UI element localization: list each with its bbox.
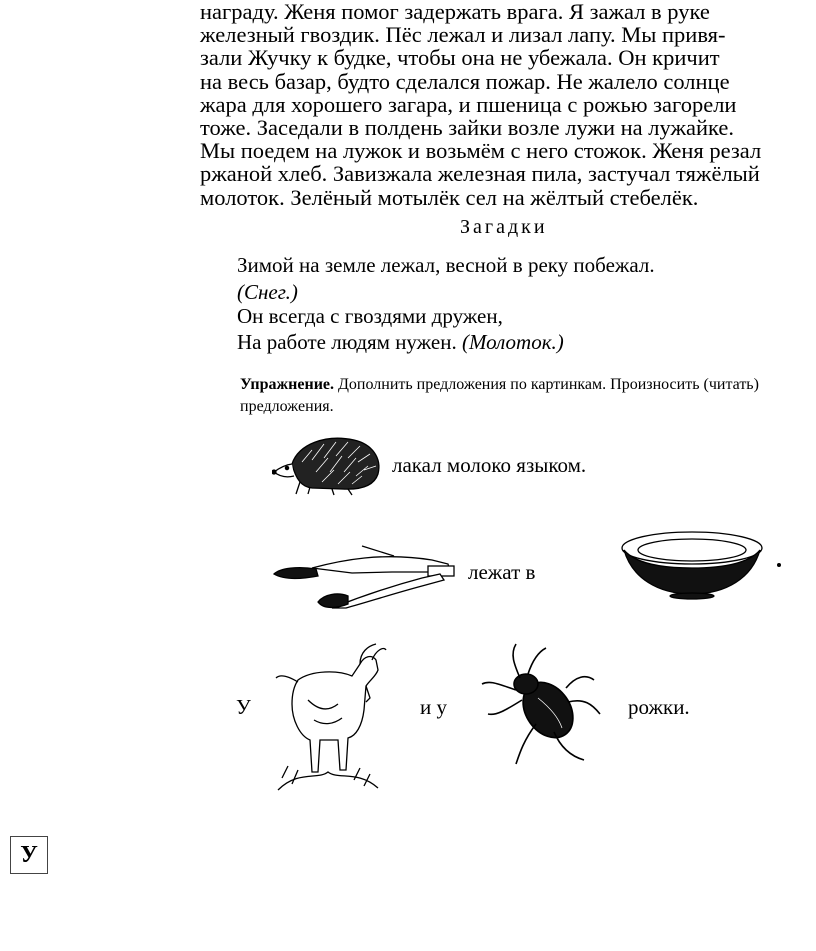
riddle-1-answer-text: (Снег.): [237, 280, 298, 304]
main-text-line: жара для хорошего загара, и пшеница с рожью загорели: [200, 91, 737, 117]
riddle-1-answer: [237, 280, 298, 305]
knives-picture: [272, 542, 462, 612]
riddle-2-line-2-text: На работе людям нужен.: [237, 330, 457, 354]
goat-picture: [268, 640, 388, 792]
knives-sentence: лежат в: [468, 560, 536, 584]
main-text-line: на весь базар, будто сделался пожар. Не жалело солнце: [200, 68, 730, 94]
corner-letter-box: [10, 836, 48, 874]
riddle-1-line: Зимой на земле лежал, весной в реку побежал.: [237, 253, 655, 277]
riddles-heading: Загадки: [460, 216, 548, 238]
dot-mark: [776, 562, 782, 568]
riddle-2-answer: (Молоток.): [461, 330, 564, 354]
exercise-text: Дополнить предложения по картинкам. Произносить (читать) предложения.: [240, 376, 759, 415]
main-text-line: зали Жучку к будке, чтобы она не убежала. Он кричит: [200, 45, 720, 71]
main-text-line: ржаной хлеб. Завизжала железная пила, застучал тяжёлый: [200, 161, 760, 187]
hedgehog-picture: [272, 432, 384, 496]
beetle-picture: [476, 640, 606, 768]
horns-sentence: рожки.: [628, 695, 690, 719]
main-text-line: тоже. Заседали в полдень зайки возле лужи на лужайке.: [200, 115, 735, 141]
main-text-line: награду. Женя помог задержать врага. Я зажал в руке: [200, 0, 710, 24]
beetle-sentence-prefix: и у: [420, 695, 447, 719]
main-text-line: железный гвоздик. Пёс лежал и лизал лапу. Мы привя-: [200, 22, 726, 48]
corner-letter: У: [20, 841, 38, 868]
main-text-line: молоток. Зелёный мотылёк сел на жёлтый стебелёк.: [200, 184, 699, 210]
main-paragraph: [200, 0, 816, 209]
riddle-2-line-1: Он всегда с гвоздями дружен,: [237, 304, 503, 328]
hedgehog-sentence: лакал молоко языком.: [392, 453, 587, 477]
riddle-2-line-2: [237, 330, 564, 355]
main-text-line: Мы поедем на лужок и возьмём с него стожок. Женя резал: [200, 138, 762, 164]
bowl-picture: [618, 528, 768, 600]
goat-sentence-prefix: У: [236, 695, 251, 719]
exercise-instruction: [240, 374, 800, 418]
exercise-label: Упражнение.: [240, 376, 335, 393]
